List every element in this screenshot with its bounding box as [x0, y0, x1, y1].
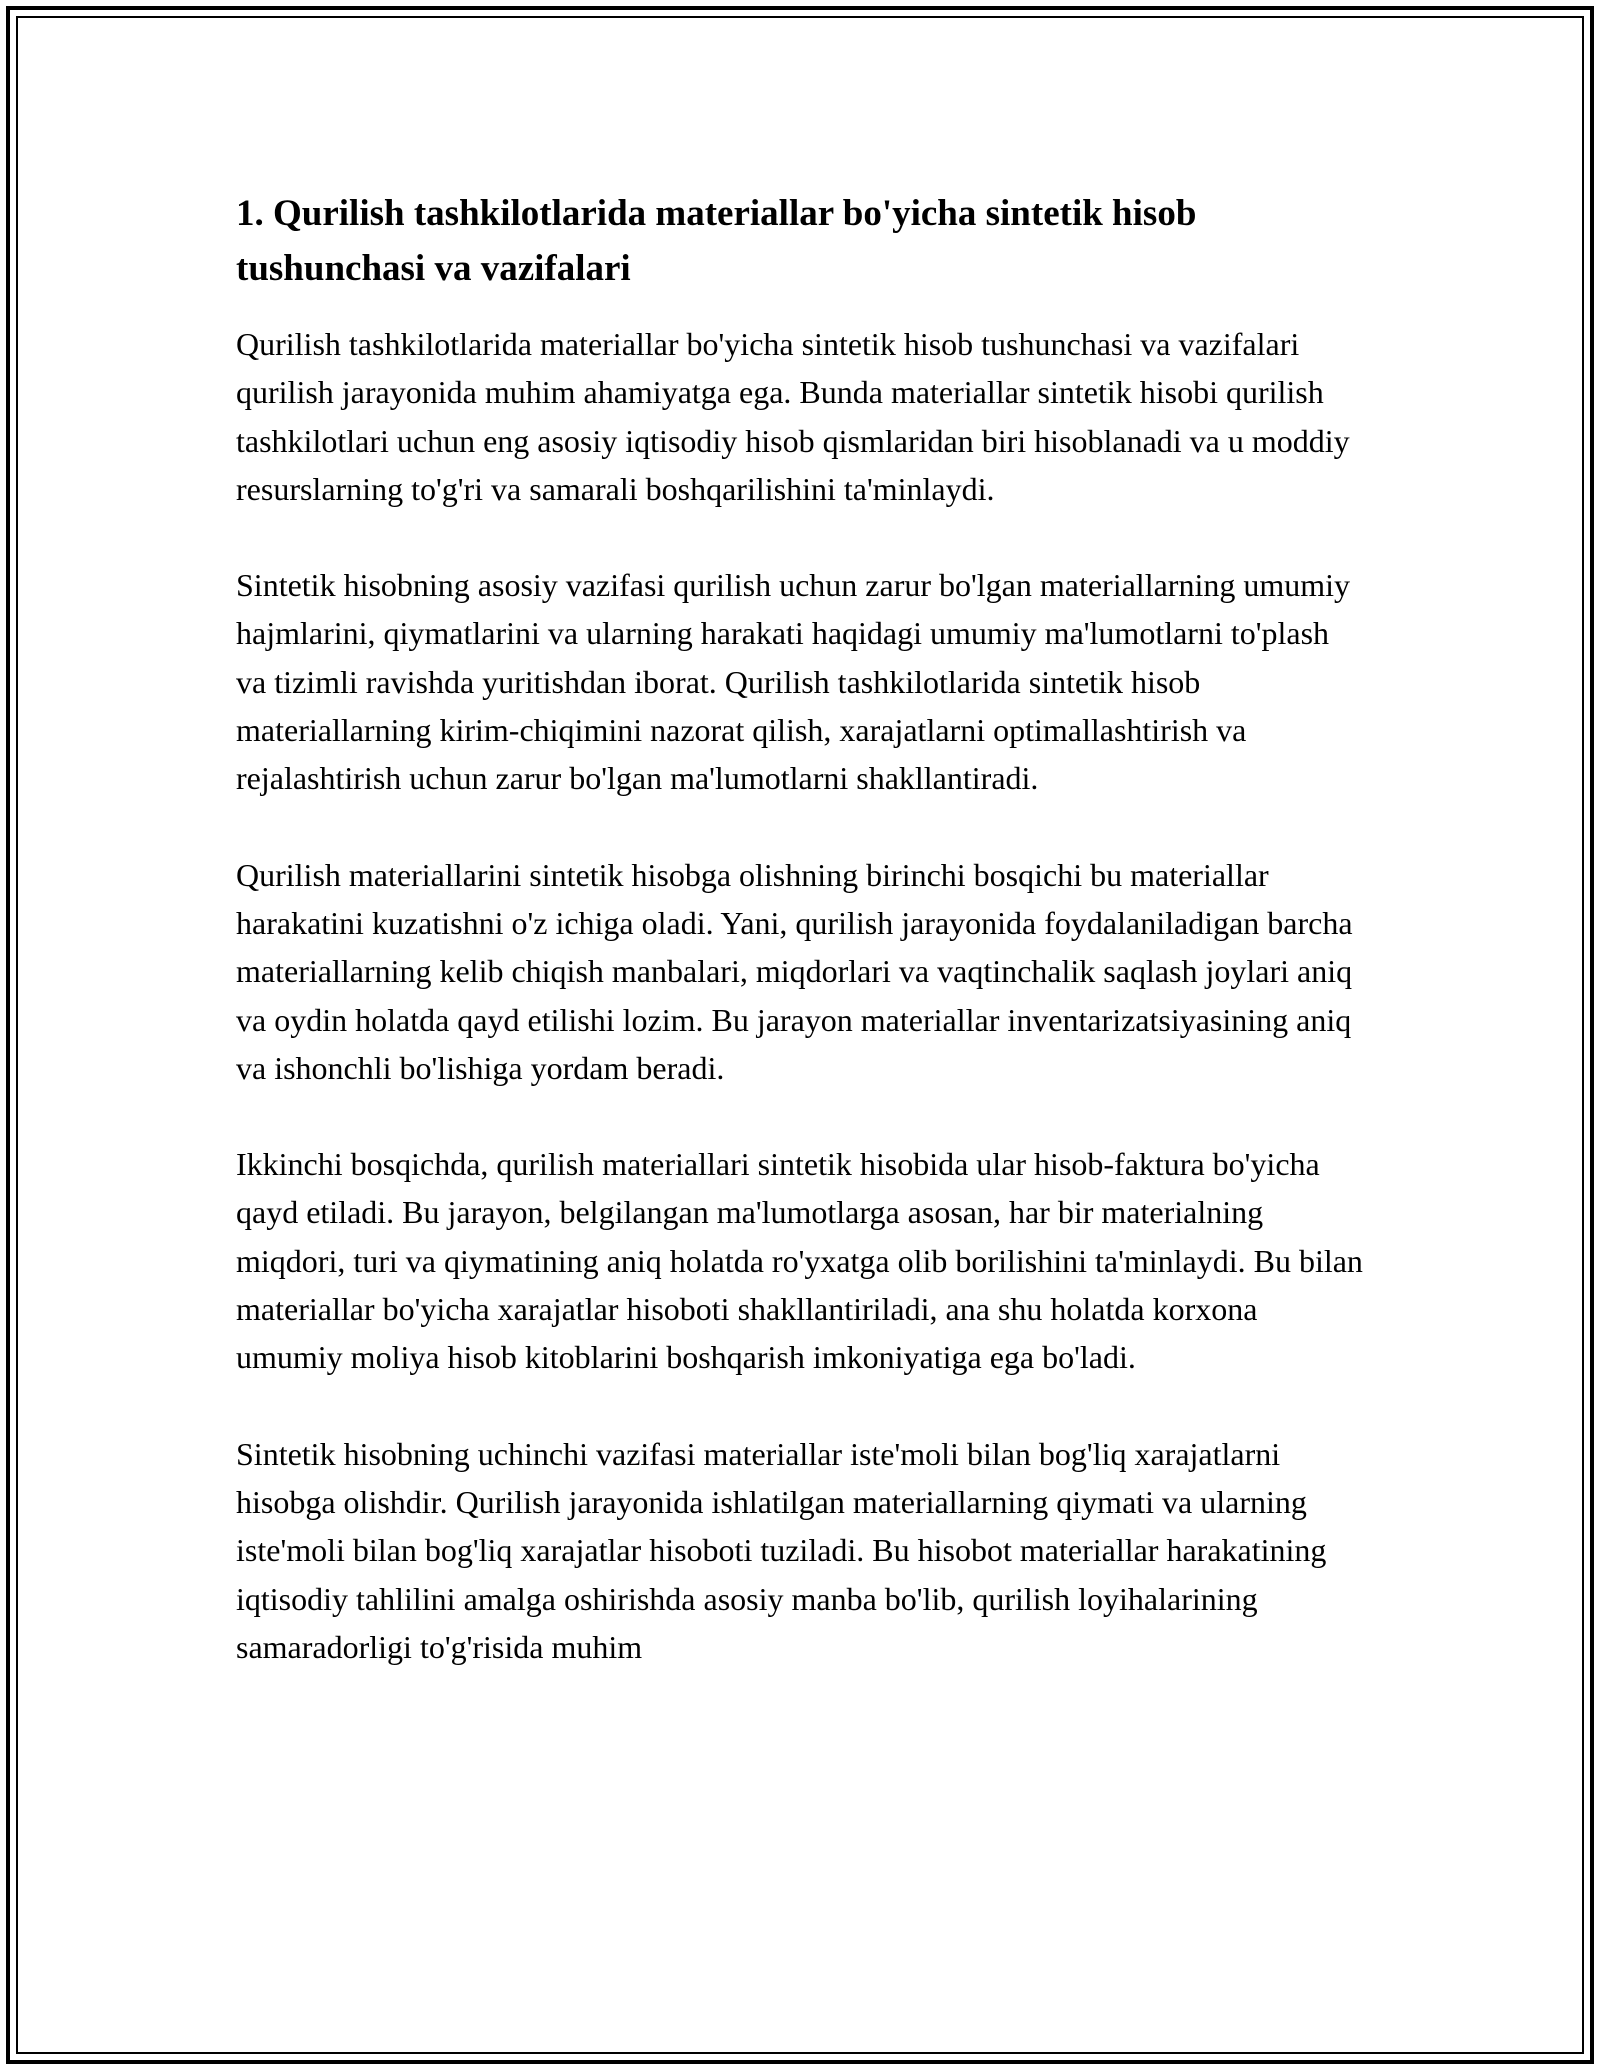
paragraph: Qurilish tashkilotlarida materiallar bo'yicha sintetik hisob tushunchasi va vazifalari qurilish jarayonida muhim ahamiyatga ega. Bunda materiallar sintetik hisobi qurilish tashkilotlari uchun eng asosiy iqtisodiy hisob qismlaridan biri hisoblanadi va u moddiy resurslarning to'g'ri va samarali boshqarilishini ta'minlaydi.: [236, 326, 1350, 507]
paragraph: Ikkinchi bosqichda, qurilish materiallari sintetik hisobida ular hisob-faktura bo'yicha qayd etiladi. Bu jarayon, belgilangan ma'lumotlarga asosan, har bir materialning miqdori, turi va qiymatining aniq holatda ro'yxatga olib borilishini ta'minlaydi. Bu bilan materiallar bo'yicha xarajatlar hisoboti shakllantiriladi, ana shu holatda korxona umumiy moliya hisob kitoblarini boshqarish imkoniyatiga ega bo'ladi.: [236, 1146, 1363, 1376]
paragraph: Sintetik hisobning asosiy vazifasi qurilish uchun zarur bo'lgan materiallarning umumiy hajmlarini, qiymatlarini va ularning harakati haqidagi umumiy ma'lumotlarni to'plash va tizimli ravishda yuritishdan iborat. Qurilish tashkilotlarida sintetik hisob materiallarning kirim-chiqimini nazorat qilish, xarajatlarni optimallashtirish va rejalashtirish uchun zarur bo'lgan ma'lumotlarni shakllantiradi.: [236, 567, 1350, 797]
section-heading: 1. Qurilish tashkilotlarida materiallar bo'yicha sintetik hisob tushunchasi va vazifalari: [236, 193, 1197, 289]
paragraph: Sintetik hisobning uchinchi vazifasi materiallar iste'moli bilan bog'liq xarajatlarni hisobga olishdir. Qurilish jarayonida ishlatilgan materiallarning qiymati va ularning iste'moli bilan bog'liq xarajatlar hisoboti tuziladi. Bu hisobot materiallar harakatining iqtisodiy tahlilini amalga oshirishda asosiy manba bo'lib, qurilish loyihalarining samaradorligi to'g'risida muhim: [236, 1435, 1327, 1665]
paragraph: Qurilish materiallarini sintetik hisobga olishning birinchi bosqichi bu materiallar harakatini kuzatishni o'z ichiga oladi. Yani, qurilish jarayonida foydalaniladigan barcha materiallarning kelib chiqish manbalari, miqdorlari va vaqtinchalik saqlash joylari aniq va oydin holatda qayd etilishi lozim. Bu jarayon materiallar inventarizatsiyasining aniq va ishonchli bo'lishiga yordam beradi.: [236, 856, 1353, 1086]
document-body: [236, 186, 1366, 1719]
